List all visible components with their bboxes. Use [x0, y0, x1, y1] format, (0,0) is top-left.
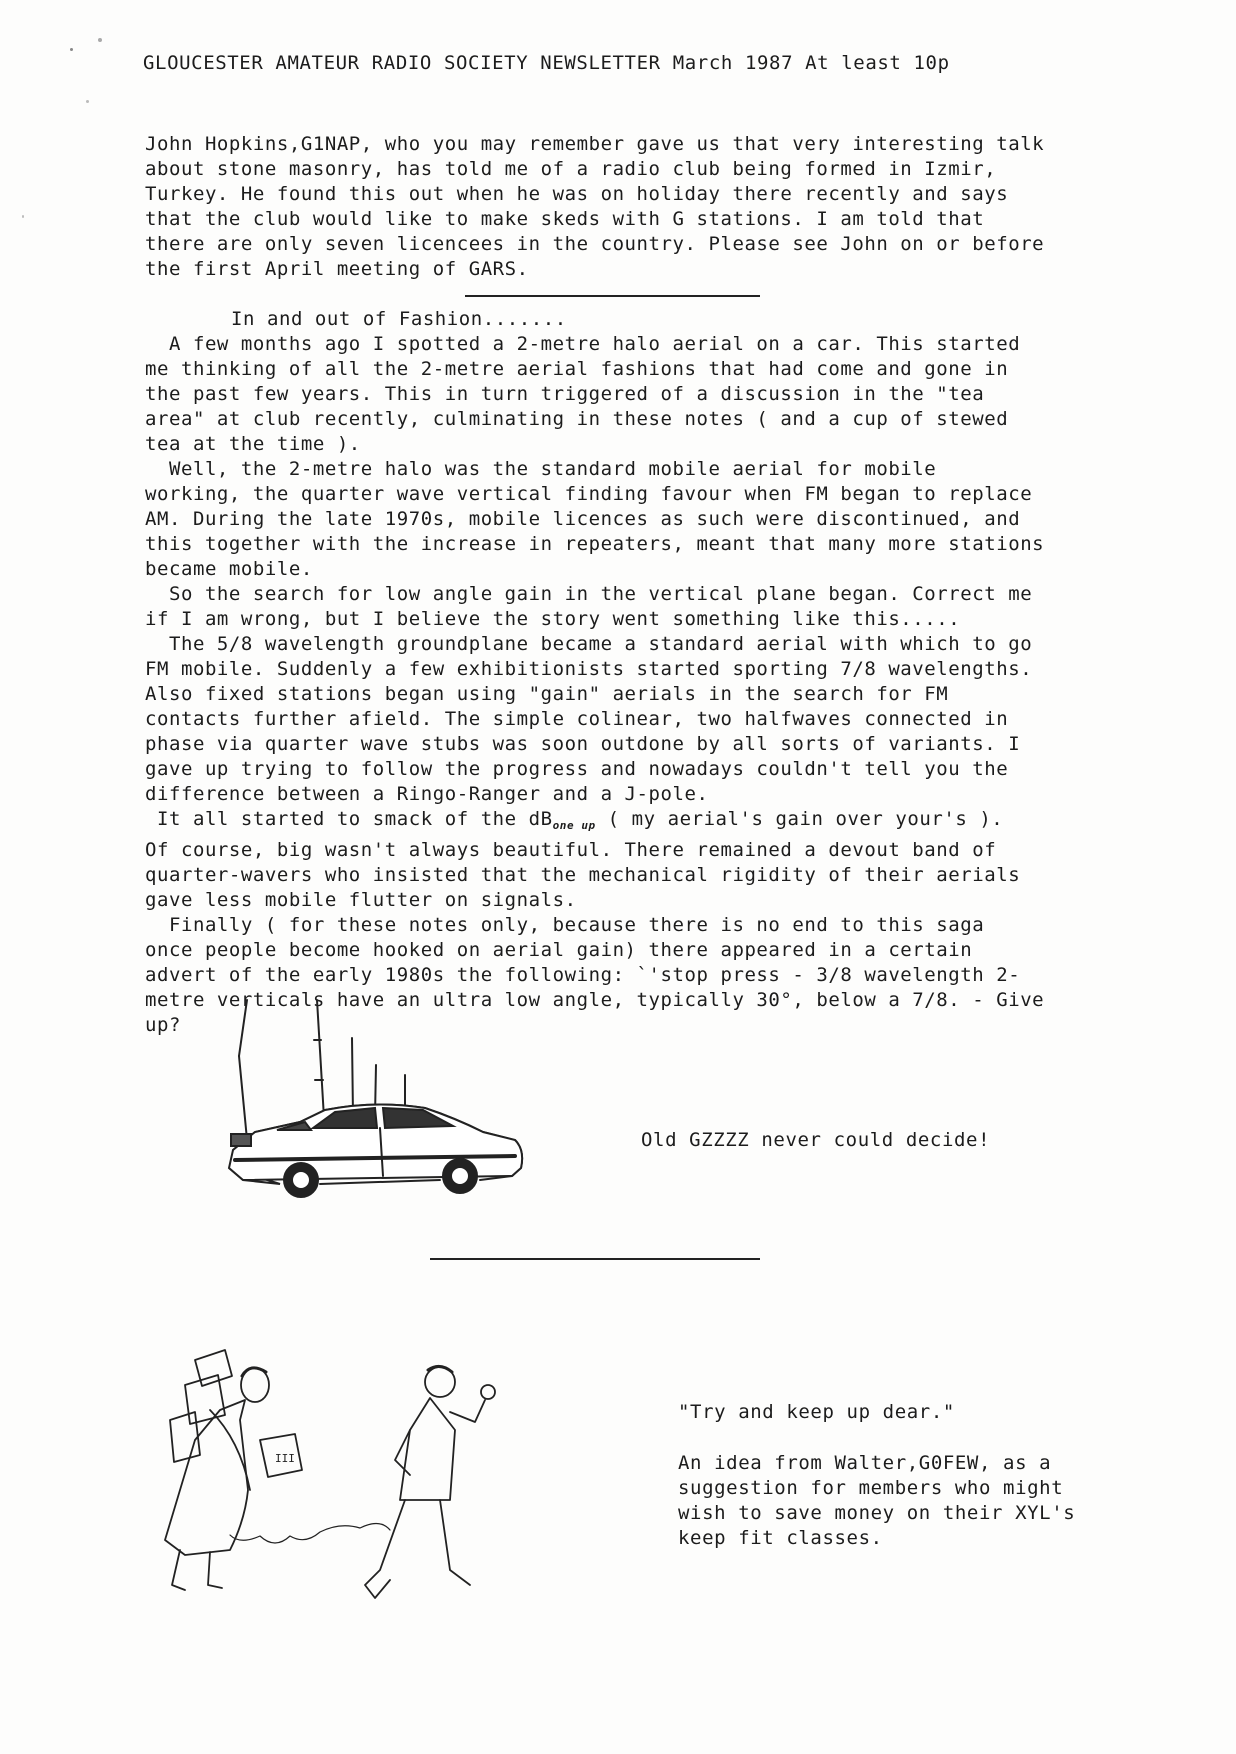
dust-cloud — [230, 1523, 390, 1543]
man-arm — [450, 1400, 485, 1422]
caption-line: keep fit classes. — [678, 1527, 883, 1549]
caption-line: suggestion for members who might — [678, 1477, 1064, 1499]
article-line: once people become hooked on aerial gain) there appeared in a certain — [145, 939, 973, 961]
article-line: advert of the early 1980s the following: `'stop press - 3/8 wavelength 2- — [145, 964, 1021, 986]
article-line: gave up trying to follow the progress and nowadays couldn't tell you the — [145, 758, 1009, 780]
article-body — [145, 307, 1095, 1038]
article-line: FM mobile. Suddenly a few exhibitionists started sporting 7/8 wavelengths. — [145, 658, 1033, 680]
intro-line: that the club would like to make skeds with G stations. I am told that — [145, 208, 985, 230]
article-line: if I am wrong, but I believe the story went something like this..... — [145, 608, 961, 630]
article-line: Of course, big wasn't always beautiful. There remained a devout band of — [145, 839, 997, 861]
article-line: quarter-wavers who insisted that the mechanical rigidity of their aerials — [145, 864, 1021, 886]
article-line: Well, the 2-metre halo was the standard mobile aerial for mobile — [145, 458, 937, 480]
article-line: Finally ( for these notes only, because there is no end to this saga — [145, 914, 985, 936]
antenna-2 — [317, 1000, 324, 1118]
antenna-3 — [352, 1038, 353, 1116]
article-line: So the search for low angle gain in the vertical plane began. Correct me — [145, 583, 1033, 605]
article-line: gave less mobile flutter on signals. — [145, 889, 577, 911]
box-label: III — [275, 1452, 295, 1465]
paper-speck — [98, 38, 102, 42]
article-line-dB — [145, 807, 1095, 838]
intro-line: John Hopkins,G1NAP, who you may remember gave us that very interesting talk — [145, 133, 1045, 155]
article-line: this together with the increase in repeaters, meant that many more stations — [145, 533, 1045, 555]
intro-line: Turkey. He found this out when he was on holiday there recently and says — [145, 183, 1009, 205]
article-line: the past few years. This in turn triggered of a discussion in the "tea — [145, 383, 985, 405]
box-on-back — [170, 1412, 200, 1462]
article-line: metre verticals have an ultra low angle, typically 30°, below a 7/8. - Give — [145, 989, 1045, 1011]
caption-line: wish to save money on their XYL's — [678, 1502, 1076, 1524]
paper-speck — [22, 215, 24, 218]
article-line: contacts further afield. The simple colinear, two halfwaves connected in — [145, 708, 1009, 730]
section-divider — [430, 1258, 760, 1260]
cartoon-caption — [678, 1451, 1075, 1551]
dB-text: It all started to smack of the dB — [145, 808, 553, 830]
car-caption: Old GZZZZ never could decide! — [641, 1129, 991, 1151]
intro-line: there are only seven licencees in the country. Please see John on or before — [145, 233, 1045, 255]
section-divider — [465, 295, 760, 297]
woman-dress — [165, 1400, 248, 1555]
antenna-1 — [239, 1000, 247, 1056]
article-line: me thinking of all the 2-metre aerial fashions that had come and gone in — [145, 358, 1009, 380]
box-on-back — [185, 1375, 225, 1424]
car-cartoon-drawing — [225, 1000, 555, 1215]
cartoon-quote: "Try and keep up dear." — [678, 1401, 955, 1423]
article-line: area" at club recently, culminating in these notes ( and a cup of stewed — [145, 408, 1009, 430]
walking-couple-drawing — [150, 1340, 520, 1605]
article-line: difference between a Ringo-Ranger and a J-pole. — [145, 783, 709, 805]
paper-speck — [70, 48, 73, 51]
article-line: up? — [145, 1014, 181, 1036]
microphone-icon — [481, 1385, 495, 1399]
intro-paragraph — [145, 132, 1095, 282]
paper-speck — [86, 100, 89, 103]
article-title: In and out of Fashion....... — [231, 308, 567, 330]
article-line: A few months ago I spotted a 2-metre halo aerial on a car. This started — [145, 333, 1021, 355]
man-body — [400, 1398, 455, 1500]
caption-line: An idea from Walter,G0FEW, as a — [678, 1452, 1052, 1474]
article-line: tea at the time ). — [145, 433, 361, 455]
dB-text-tail: ( my aerial's gain over your's ). — [595, 808, 1004, 830]
man-legs — [365, 1500, 470, 1598]
article-line: phase via quarter wave stubs was soon outdone by all sorts of variants. I — [145, 733, 1021, 755]
article-line: AM. During the late 1970s, mobile licences as such were discontinued, and — [145, 508, 1021, 530]
number-plate: GZZZZ — [241, 1148, 263, 1156]
woman-legs — [172, 1550, 222, 1590]
article-line: The 5/8 wavelength groundplane became a standard aerial with which to go — [145, 633, 1033, 655]
intro-line: the first April meeting of GARS. — [145, 258, 529, 280]
article-line: Also fixed stations began using "gain" aerials in the search for FM — [145, 683, 949, 705]
dB-subscript: one up — [552, 819, 596, 832]
article-line: working, the quarter wave vertical finding favour when FM began to replace — [145, 483, 1033, 505]
newsletter-header: GLOUCESTER AMATEUR RADIO SOCIETY NEWSLETTER March 1987 At least 10p — [143, 52, 950, 74]
article-line: became mobile. — [145, 558, 313, 580]
intro-line: about stone masonry, has told me of a radio club being formed in Izmir, — [145, 158, 997, 180]
